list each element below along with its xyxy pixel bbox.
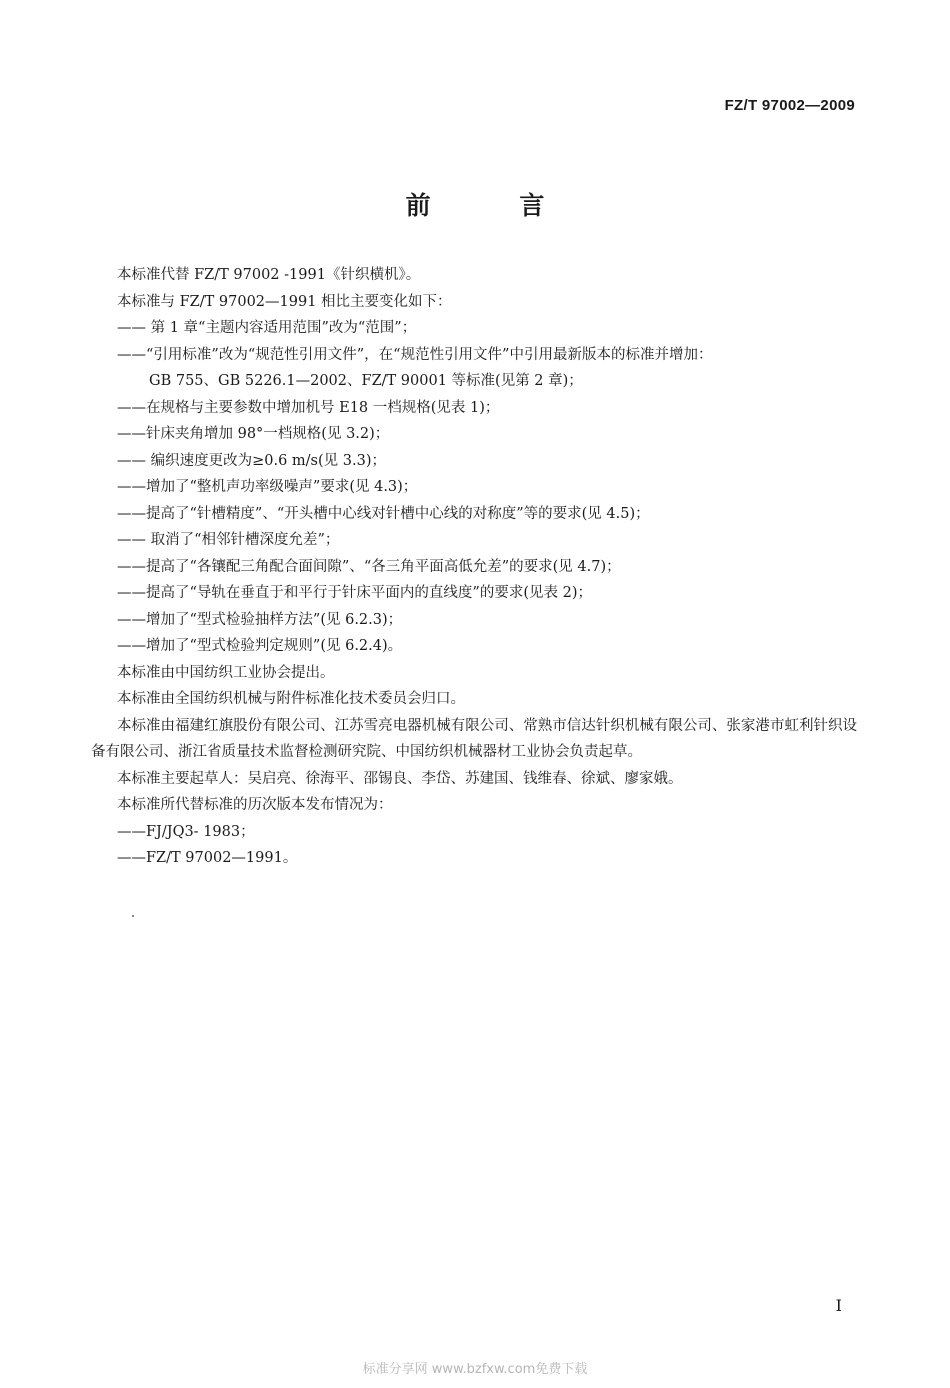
paragraph-replaces: 本标准代替 FZ/T 97002 -1991《针织横机》。 (117, 267, 421, 283)
list-item: ——“引用标准”改为“规范性引用文件”，在“规范性引用文件”中引用最新版本的标准并增加： (117, 346, 713, 363)
paragraph-changes-intro: 本标准与 FZ/T 97002—1991 相比主要变化如下： (117, 293, 452, 310)
list-item: ——增加了“型式检验抽样方法”(见 6.2.3)； (117, 611, 403, 628)
list-item: ——增加了“型式检验判定规则”(见 6.2.4)。 (117, 638, 403, 654)
paragraph-history-intro: 本标准所代替标准的历次版本发布情况为： (117, 797, 393, 813)
history-item: ——FZ/T 97002—1991。 (117, 850, 298, 866)
history-item: ——FJ/JQ3- 1983； (117, 823, 255, 840)
watermark: 标准分享网 www.bzfxw.com免费下载 (362, 1362, 588, 1377)
paragraph-drafting-units: 本标准由福建红旗股份有限公司、江苏雪亮电器机械有限公司、常熟市信达针织机械有限公司、张家港市虹利针织设备有限公司、浙江省质量技术监督检测研究院、中国纺织机械器材工业协会负责起草。 (91, 717, 857, 760)
list-item: ——提高了“针槽精度”、“开头槽中心线对针槽中心线的对称度”等的要求(见 4.5)； (117, 505, 650, 522)
document-body (91, 262, 857, 872)
list-item: —— 编织速度更改为≥0.6 m/s(见 3.3)； (117, 452, 386, 469)
list-item: —— 第 1 章“主题内容适用范围”改为“范围”； (117, 320, 417, 336)
page-title: 前 言 (405, 191, 585, 220)
list-item-continuation: GB 755、GB 5226.1—2002、FZ/T 90001 等标准(见第 2 章)； (149, 373, 583, 389)
list-item: ——提高了“各镶配三角配合面间隙”、“各三角平面高低允差”的要求(见 4.7)； (117, 558, 621, 575)
list-item: ——在规格与主要参数中增加机号 E18 一档规格(见表 1)； (117, 399, 500, 416)
list-item: ——增加了“整机声功率级噪声”要求(见 4.3)； (117, 479, 418, 495)
list-item: ——提高了“导轨在垂直于和平行于针床平面内的直线度”的要求(见表 2)； (117, 585, 592, 601)
paragraph-drafters: 本标准主要起草人：吴启亮、徐海平、邵锡良、李岱、苏建国、钱维春、徐斌、廖家娥。 (117, 770, 683, 787)
scan-speck (132, 915, 134, 917)
list-item: —— 取消了“相邻针槽深度允差”； (117, 532, 340, 548)
paragraph-centralized: 本标准由全国纺织机械与附件标准化技术委员会归口。 (117, 691, 465, 707)
document-code: FZ/T 97002—2009 (724, 97, 855, 114)
page-number: I (835, 1296, 842, 1315)
list-item: ——针床夹角增加 98°一档规格(见 3.2)； (117, 426, 390, 442)
paragraph-proposer: 本标准由中国纺织工业协会提出。 (117, 664, 335, 681)
